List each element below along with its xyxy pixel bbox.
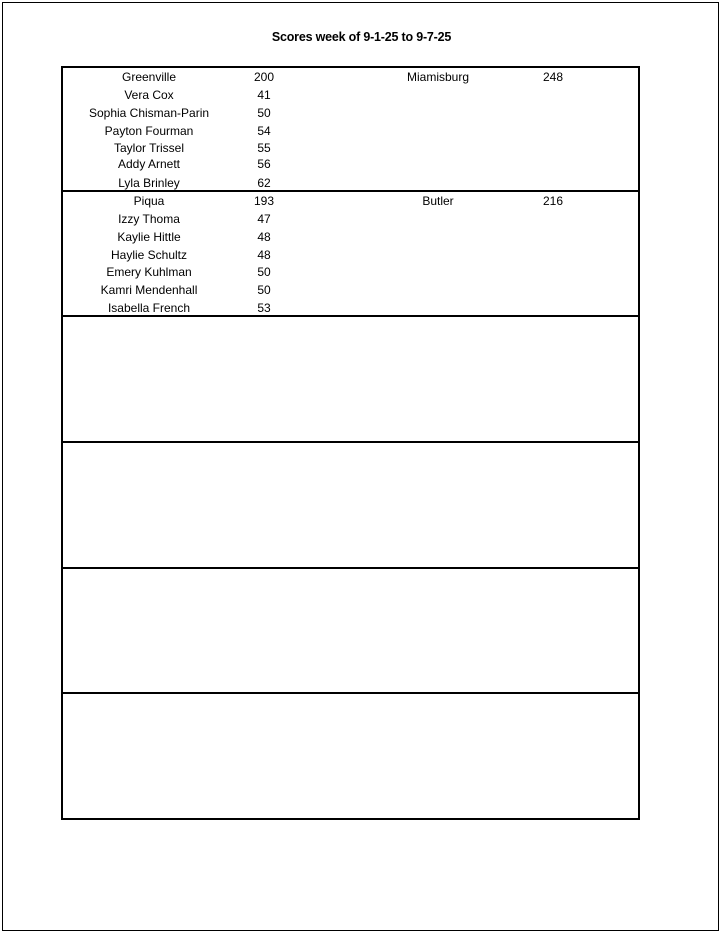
player-score: 47: [257, 212, 271, 226]
team-a-score: 200: [253, 70, 275, 84]
player-name: Addy Arnett: [117, 157, 181, 171]
player-score: 56: [257, 157, 271, 171]
match-block-2: [61, 190, 640, 316]
empty-match-block-4: [61, 441, 640, 568]
match-block-1: [61, 66, 640, 191]
player-name: Taylor Trissel: [113, 141, 185, 155]
player-score: 54: [257, 124, 271, 138]
player-name: Isabella French: [107, 301, 191, 315]
player-name: Emery Kuhlman: [106, 265, 192, 279]
team-a-name: Piqua: [133, 194, 165, 208]
team-b-name: Miamisburg: [406, 70, 470, 84]
team-a-name: Greenville: [121, 70, 177, 84]
player-score: 62: [257, 176, 271, 190]
player-name: Lyla Brinley: [118, 176, 180, 190]
team-b-score: 248: [542, 70, 564, 84]
player-score: 48: [257, 248, 271, 262]
player-score: 50: [257, 265, 271, 279]
player-name: Kaylie Hittle: [117, 230, 181, 244]
empty-match-block-3: [61, 315, 640, 442]
team-b-name: Butler: [422, 194, 454, 208]
player-score: 50: [257, 106, 271, 120]
team-b-score: 216: [542, 194, 564, 208]
player-name: Haylie Schultz: [110, 248, 188, 262]
player-score: 53: [257, 301, 271, 315]
empty-match-block-6: [61, 692, 640, 820]
player-name: Kamri Mendenhall: [100, 283, 198, 297]
player-name: Vera Cox: [124, 88, 174, 102]
team-a-score: 193: [253, 194, 275, 208]
player-name: Payton Fourman: [104, 124, 194, 138]
player-name: Sophia Chisman-Parin: [88, 106, 210, 120]
player-score: 55: [257, 141, 271, 155]
page-title: Scores week of 9-1-25 to 9-7-25: [271, 30, 452, 44]
player-score: 48: [257, 230, 271, 244]
player-name: Izzy Thoma: [118, 212, 180, 226]
player-score: 41: [257, 88, 271, 102]
empty-match-block-5: [61, 567, 640, 694]
player-score: 50: [257, 283, 271, 297]
